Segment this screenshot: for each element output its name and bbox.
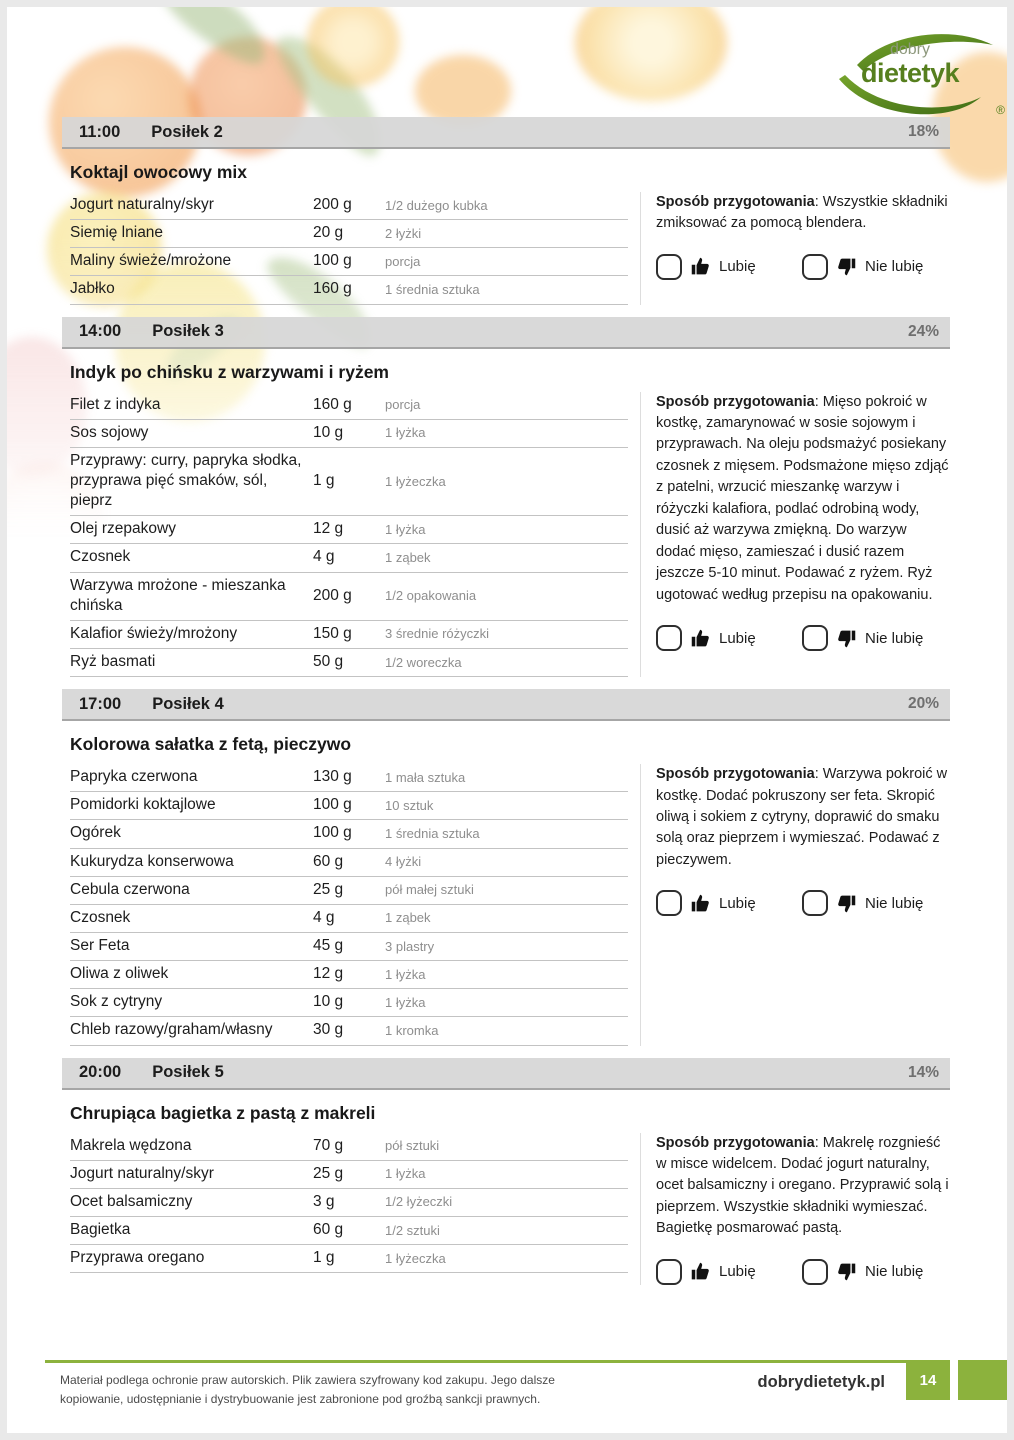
ingredient-name: Sok z cytryny (70, 993, 163, 1011)
ingredient-amount: 160 g (313, 395, 352, 413)
ingredients-table (70, 192, 628, 305)
footer-accent-line (45, 1360, 906, 1363)
ingredient-row (70, 220, 628, 248)
ingredient-amount: 100 g (313, 824, 352, 842)
ingredient-measure: 1 łyżka (385, 425, 426, 441)
preparation-label: Sposób przygotowania (656, 1134, 815, 1151)
preparation-label: Sposób przygotowania (656, 393, 815, 410)
ingredient-amount: 160 g (313, 280, 352, 298)
ingredient-name: Ryż basmati (70, 652, 156, 670)
meal-section-posilek-4 (62, 689, 950, 1045)
preparation-text: Sposób przygotowania: Mięso pokroić w kostkę, zamarynować w sosie sojowym i przyprawach. Na oleju podsmażyć posiekany czosnek z mięsem. Podsmażone mięso zdjąć z patelni, wrzucić mieszankę warzyw i różyczki kalafiora, podlać odrobiną wody, dusić aż warzywa zmiękną. Do warzyw dodać mięso, zamieszać i dusić razem jeszcze 5-10 minut. Podawać z ryżem. Ryż ugotować według przepisu na opakowaniu. (656, 393, 949, 603)
ingredient-amount: 150 g (313, 624, 352, 642)
ingredient-row (70, 1133, 628, 1161)
ingredient-name: Jabłko (70, 280, 115, 298)
ingredient-name: Przyprawy: curry, papryka słodka, przyprawa pięć smaków, sól, pieprz (70, 451, 302, 510)
ingredient-amount: 4 g (313, 548, 335, 566)
ingredient-measure: 1/2 opakowania (385, 588, 477, 604)
dislike-label: Nie lubię (865, 894, 924, 912)
thumb-down-icon (836, 893, 857, 914)
meal-plan-content (7, 7, 950, 1285)
dislike-checkbox[interactable] (802, 625, 828, 651)
ingredient-row (70, 649, 628, 677)
like-group (656, 1259, 802, 1285)
ingredients-table (70, 764, 628, 1045)
ingredient-amount: 100 g (313, 252, 352, 270)
thumb-up-icon (690, 628, 711, 649)
ingredient-amount: 20 g (313, 224, 344, 242)
ingredient-name: Ocet balsamiczny (70, 1192, 193, 1210)
meal-energy-percent: 20% (907, 695, 939, 713)
ingredient-row (70, 849, 628, 877)
like-label: Lubię (719, 894, 756, 912)
thumb-down-icon (836, 628, 857, 649)
meal-name: Posiłek 4 (152, 694, 224, 713)
like-group (656, 890, 802, 916)
meal-name: Posiłek 5 (152, 1063, 224, 1082)
rating-row (656, 890, 950, 916)
copyright-notice: Materiał podlega ochronie praw autorskich. Plik zawiera szyfrowany kod zakupu. Jego dalsze kopiowanie, udostępnianie i dystrybuowanie jest zabronione pod groźbą sankcji prawnych. (60, 1373, 555, 1407)
ingredient-name: Pomidorki koktajlowe (70, 796, 216, 814)
ingredient-amount: 50 g (313, 653, 344, 671)
meal-header-bar (62, 117, 950, 149)
ingredient-amount: 200 g (313, 586, 352, 604)
ingredient-row (70, 1217, 628, 1245)
ingredient-row (70, 877, 628, 905)
ingredient-amount: 30 g (313, 1021, 344, 1039)
ingredient-measure: 1 łyżka (385, 1166, 426, 1182)
ingredient-name: Chleb razowy/graham/własny (70, 1021, 273, 1039)
ingredient-amount: 100 g (313, 796, 352, 814)
meal-section-posilek-2 (62, 117, 950, 305)
like-label: Lubię (719, 1263, 756, 1281)
preparation-column (640, 192, 950, 305)
ingredient-amount: 200 g (313, 196, 352, 214)
ingredient-name: Filet z indyka (70, 395, 161, 413)
meal-header-bar (62, 689, 950, 721)
thumb-up-icon (690, 1261, 711, 1282)
ingredient-measure: 1/2 łyżeczki (385, 1194, 453, 1210)
ingredient-amount: 12 g (313, 965, 344, 983)
ingredient-measure: 1 łyżeczka (385, 473, 446, 489)
ingredient-row (70, 905, 628, 933)
dislike-checkbox[interactable] (802, 890, 828, 916)
ingredient-measure: 1 ząbek (385, 549, 431, 565)
ingredient-row (70, 448, 628, 516)
ingredient-row (70, 573, 628, 621)
preparation-label: Sposób przygotowania (656, 194, 815, 210)
preparation-body: Wszystkie składniki zmiksować za pomocą blendera. (656, 194, 948, 232)
ingredient-row (70, 1017, 628, 1045)
ingredient-amount: 1 g (313, 472, 335, 490)
ingredient-measure: 1/2 dużego kubka (385, 197, 488, 213)
like-checkbox[interactable] (656, 254, 682, 280)
meal-energy-percent: 14% (907, 1063, 939, 1081)
ingredient-name: Siemię lniane (70, 224, 164, 242)
page-number-badge: 14 (906, 1360, 950, 1400)
ingredient-row (70, 961, 628, 989)
rating-row (656, 1259, 950, 1285)
ingredient-row (70, 1189, 628, 1217)
logo-word-dobry: dobry (889, 41, 931, 58)
ingredient-measure: 1 łyżka (385, 966, 426, 982)
ingredient-row (70, 276, 628, 304)
dislike-group (802, 625, 923, 651)
ingredient-name: Sos sojowy (70, 423, 149, 441)
ingredient-row (70, 248, 628, 276)
ingredient-amount: 45 g (313, 937, 344, 955)
ingredient-amount: 60 g (313, 1221, 344, 1238)
ingredient-row (70, 933, 628, 961)
ingredient-measure: 1 łyżka (385, 994, 426, 1010)
ingredient-measure: porcja (385, 397, 421, 413)
ingredient-name: Oliwa z oliwek (70, 965, 169, 983)
like-checkbox[interactable] (656, 625, 682, 651)
ingredient-row (70, 420, 628, 448)
like-label: Lubię (719, 629, 756, 647)
ingredient-measure: 1 łyżeczka (385, 1250, 446, 1266)
ingredient-name: Kalafior świeży/mrożony (70, 624, 238, 642)
ingredient-measure: 1 mała sztuka (385, 769, 466, 785)
thumb-down-icon (836, 256, 857, 277)
ingredient-row (70, 820, 628, 848)
page-footer (7, 1360, 1007, 1433)
preparation-text: Sposób przygotowania: Warzywa pokroić w kostkę. Dodać pokruszony ser feta. Skropić oliwą i sokiem z cytryny, doprawić do smaku solą oraz pieprzem i wymieszać. Podawać z pieczywem. (656, 766, 948, 868)
ingredient-measure: 1 średnia sztuka (385, 825, 480, 841)
ingredient-measure: 1 kromka (385, 1022, 439, 1038)
ingredient-amount: 4 g (313, 908, 335, 926)
ingredient-name: Makrela wędzona (70, 1136, 192, 1154)
ingredient-amount: 70 g (313, 1136, 344, 1154)
dislike-group (802, 890, 923, 916)
dish-title: Kolorowa sałatka z fetą, pieczywo (70, 734, 352, 755)
ingredient-measure: 1/2 woreczka (385, 654, 462, 670)
dish-title: Indyk po chińsku z warzywami i ryżem (70, 361, 389, 382)
dish-title: Chrupiąca bagietka z pastą z makreli (70, 1102, 376, 1123)
dobry-dietetyk-logo (827, 29, 1005, 121)
ingredient-name: Ser Feta (70, 936, 130, 954)
ingredient-name: Cebula czerwona (70, 880, 190, 898)
ingredient-measure: 2 łyżki (385, 225, 422, 241)
ingredient-row (70, 516, 628, 544)
ingredient-measure: 10 sztuk (385, 797, 434, 813)
ingredient-measure: porcja (385, 253, 421, 269)
ingredient-measure: 1 średnia sztuka (385, 281, 480, 297)
ingredient-row (70, 989, 628, 1017)
ingredient-name: Jogurt naturalny/skyr (70, 196, 214, 213)
preparation-body: Makrelę rozgnieść w misce widelcem. Dodać jogurt naturalny, ocet balsamiczny i oregano. Przyprawić solą i pieprzem. Wszystkie składniki wymieszać. Bagietkę posmarować pastą. (656, 1134, 949, 1237)
meal-section-posilek-3 (62, 317, 950, 678)
ingredient-measure: 3 plastry (385, 938, 435, 954)
like-group (656, 625, 802, 651)
thumb-up-icon (690, 893, 711, 914)
like-group (656, 254, 802, 280)
ingredient-name: Ogórek (70, 824, 121, 842)
meal-time: 17:00 (79, 694, 122, 713)
ingredient-row (70, 392, 628, 420)
ingredients-table (70, 392, 628, 678)
thumb-up-icon (690, 256, 711, 277)
ingredient-name: Przyprawa oregano (70, 1249, 205, 1267)
rating-row (656, 254, 950, 280)
ingredient-name: Kukurydza konserwowa (70, 852, 234, 870)
dislike-group (802, 254, 923, 280)
meal-time: 14:00 (79, 322, 122, 341)
ingredient-name: Czosnek (70, 548, 131, 566)
ingredient-row (70, 544, 628, 572)
registered-trademark-symbol: ® (996, 103, 1005, 117)
ingredient-amount: 25 g (313, 1164, 344, 1182)
ingredient-name: Jogurt naturalny/skyr (70, 1164, 214, 1182)
ingredient-measure: 3 średnie różyczki (385, 626, 490, 642)
meal-name: Posiłek 3 (152, 322, 224, 341)
ingredient-name: Warzywa mrożone - mieszanka chińska (70, 576, 286, 614)
rating-row (656, 625, 950, 651)
ingredient-amount: 60 g (313, 852, 344, 870)
dislike-label: Nie lubię (865, 629, 924, 647)
ingredient-row (70, 192, 628, 220)
meal-energy-percent: 18% (907, 123, 939, 140)
ingredient-row (70, 764, 628, 792)
ingredient-name: Bagietka (70, 1220, 131, 1238)
preparation-column (640, 764, 950, 1045)
like-checkbox[interactable] (656, 890, 682, 916)
meal-header-bar (62, 1058, 950, 1090)
preparation-label: Sposób przygotowania (656, 766, 815, 783)
preparation-body: Mięso pokroić w kostkę, zamarynować w sosie sojowym i przyprawach. Na oleju podsmażyć posiekany czosnek z mięsem. Podsmażone mięso zdjąć z patelni, wrzucić mieszankę warzyw i różyczki kalafiora, podlać odrobiną wody, dusić aż warzywa zmiękną. Do warzyw dodać mięso, zamieszać i dusić razem jeszcze 5-10 minut. Podawać z ryżem. Ryż ugotować według przepisu na opakowaniu. (656, 393, 949, 603)
meal-energy-percent: 24% (907, 322, 939, 340)
website-url: dobrydietetyk.pl (757, 1373, 885, 1391)
ingredient-measure: 1 łyżka (385, 521, 426, 537)
dislike-group (802, 1259, 923, 1285)
preparation-text: Sposób przygotowania: Wszystkie składniki zmiksować za pomocą blendera. (656, 194, 948, 232)
ingredient-measure: pół sztuki (385, 1138, 440, 1154)
preparation-column (640, 392, 950, 678)
ingredient-row (70, 621, 628, 649)
ingredient-amount: 12 g (313, 520, 344, 538)
meal-name: Posiłek 2 (151, 122, 223, 141)
meal-time: 20:00 (79, 1063, 122, 1082)
ingredient-name: Czosnek (70, 908, 131, 926)
ingredient-measure: pół małej sztuki (385, 882, 474, 898)
ingredient-amount: 10 g (313, 993, 344, 1011)
ingredient-row (70, 1161, 628, 1189)
footer-accent-block (958, 1360, 1007, 1400)
ingredient-measure: 1/2 sztuki (385, 1222, 440, 1238)
ingredient-name: Maliny świeże/mrożone (70, 252, 232, 270)
like-label: Lubię (719, 258, 756, 276)
preparation-body: Warzywa pokroić w kostkę. Dodać pokruszony ser feta. Skropić oliwą i sokiem z cytryny, doprawić do smaku solą oraz pieprzem i wymieszać. Podawać z pieczywem. (656, 766, 948, 868)
dislike-checkbox[interactable] (802, 1259, 828, 1285)
ingredient-amount: 1 g (313, 1249, 335, 1267)
ingredient-measure: 4 łyżki (385, 854, 422, 870)
dish-title: Koktajl owocowy mix (70, 162, 247, 182)
ingredient-row (70, 792, 628, 820)
ingredient-row (70, 1245, 628, 1273)
ingredient-measure: 1 ząbek (385, 910, 431, 926)
dislike-label: Nie lubię (865, 1263, 924, 1281)
ingredient-amount: 3 g (313, 1192, 335, 1210)
ingredient-amount: 130 g (313, 768, 352, 786)
meal-section-posilek-5 (62, 1058, 950, 1285)
ingredient-name: Papryka czerwona (70, 768, 198, 786)
ingredient-name: Olej rzepakowy (70, 520, 176, 538)
meal-time: 11:00 (79, 122, 121, 141)
ingredients-table (70, 1133, 628, 1285)
meal-header-bar (62, 317, 950, 349)
thumb-down-icon (836, 1261, 857, 1282)
logo-word-dietetyk: dietetyk (860, 58, 960, 88)
preparation-column (640, 1133, 950, 1285)
ingredient-amount: 25 g (313, 880, 344, 898)
dislike-checkbox[interactable] (802, 254, 828, 280)
ingredient-amount: 10 g (313, 423, 344, 441)
dislike-label: Nie lubię (865, 258, 924, 276)
document-page (7, 7, 1007, 1433)
preparation-text: Sposób przygotowania: Makrelę rozgnieść w misce widelcem. Dodać jogurt naturalny, ocet balsamiczny i oregano. Przyprawić solą i pieprzem. Wszystkie składniki wymieszać. Bagietkę posmarować pastą. (656, 1134, 949, 1237)
like-checkbox[interactable] (656, 1259, 682, 1285)
